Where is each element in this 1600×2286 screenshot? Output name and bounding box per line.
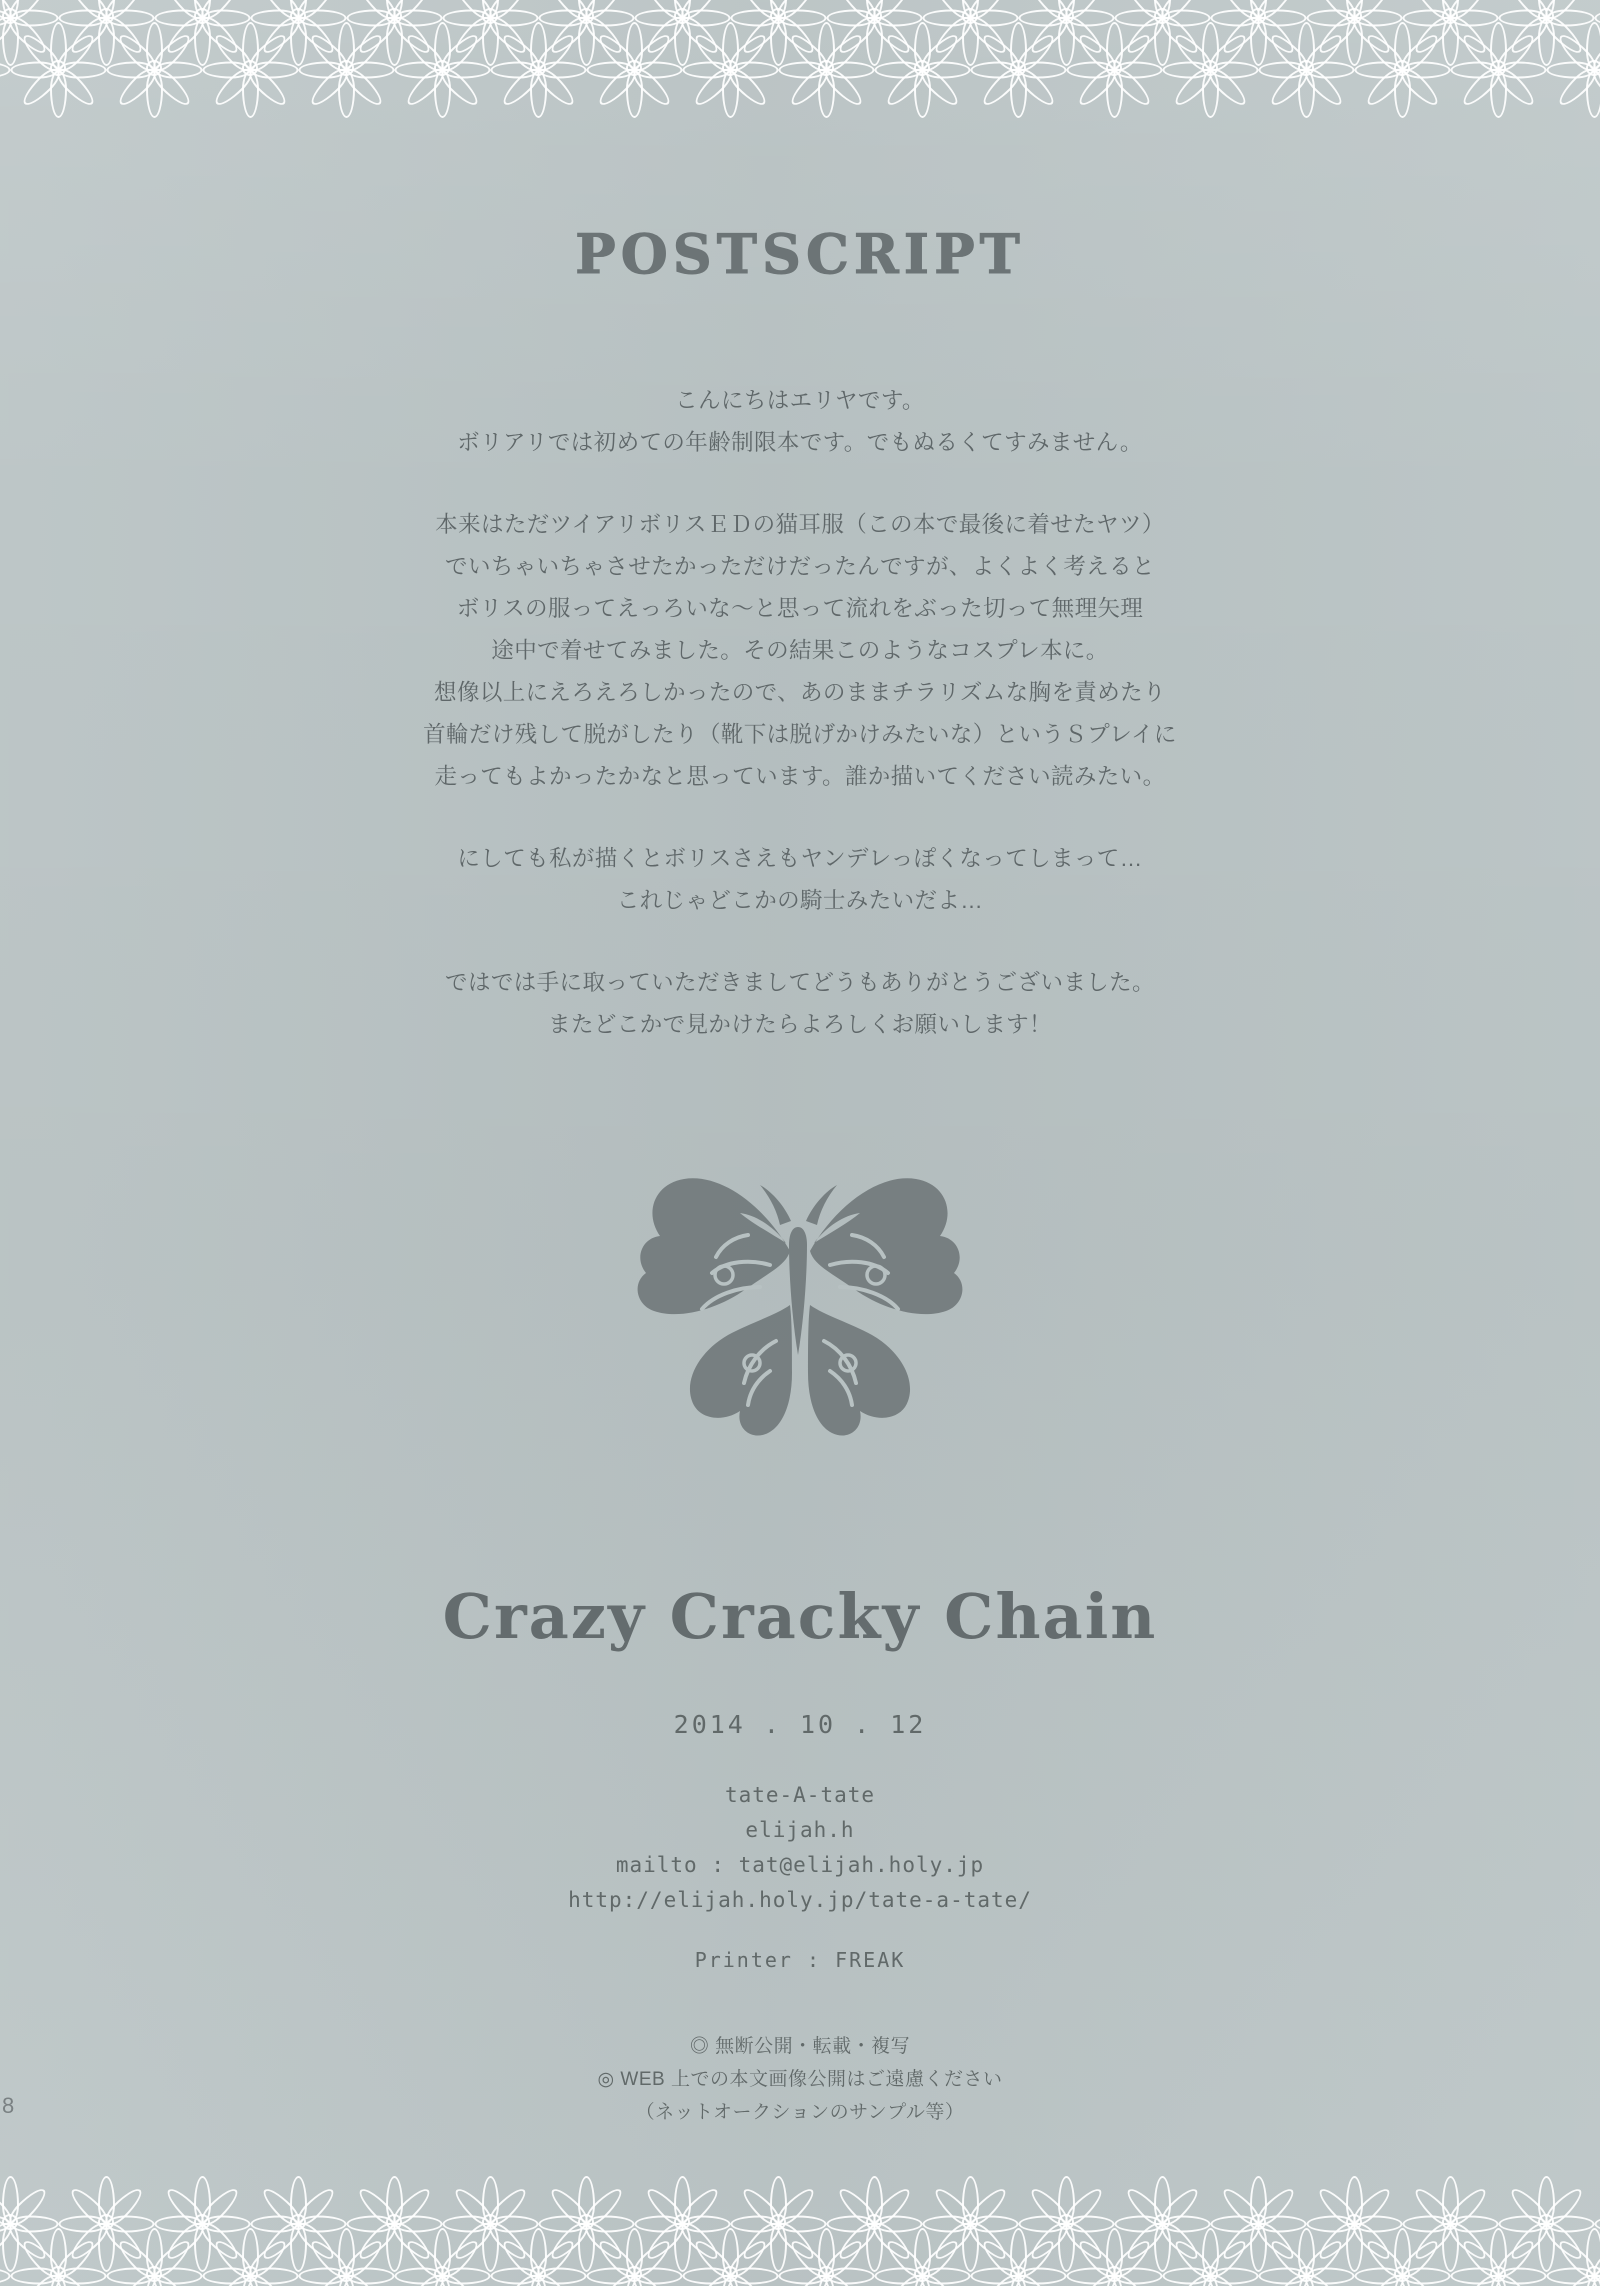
paragraph-gap [0,922,1600,962]
afterword-line: こんにちはエリヤです。 [675,388,925,413]
afterword-text [0,380,1600,1046]
author-name: elijah.h [745,1818,855,1842]
book-title: Crazy Cracky Chain [442,1580,1158,1653]
notice-line: ◎ WEB 上での本文画像公開はご遠慮ください [597,2069,1003,2090]
afterword-line: 想像以上にえろえろしかったので、あのままチラリズムな胸を責めたり [434,680,1166,705]
printer-credit: Printer : FREAK [694,1948,906,1972]
afterword-line: これじゃどこかの騎士みたいだよ… [616,888,984,913]
circle-name: tate-A-tate [724,1783,876,1807]
afterword-line: ボリアリでは初めての年齢制限本です。でもぬるくてすみません。 [457,430,1143,455]
paragraph-gap [0,464,1600,504]
page-title: POSTSCRIPT [575,222,1025,286]
afterword-line: 本来はただツイアリボリスＥＤの猫耳服（この本で最後に着せたヤツ） [435,512,1165,537]
afterword-line: またどこかで見かけたらよろしくお願いします！ [548,1012,1052,1037]
afterword-line: 首輪だけ残して脱がしたり（靴下は脱げかけみたいな）というＳプレイに [423,722,1177,747]
notice-line: ◎ 無断公開・転載・複写 [689,2036,911,2057]
usage-notices [0,2030,1600,2129]
butterfly-ornament-icon [620,1155,980,1455]
afterword-line: にしても私が描くとボリスさえもヤンデレっぽくなってしまって… [457,846,1143,871]
contact-mail[interactable]: mailto : tat@elijah.holy.jp [615,1853,985,1877]
page-number: 8 [2,2093,15,2118]
afterword-line: ボリスの服ってえっろいな～と思って流れをぶった切って無理矢理 [456,596,1144,621]
afterword-line: ではでは手に取っていただきましてどうもありがとうございました。 [445,970,1155,995]
afterword-line: 途中で着せてみました。その結果このようなコスプレ本に。 [491,638,1109,663]
publication-date: 2014 . 10 . 12 [673,1710,927,1739]
website-url[interactable]: http://elijah.holy.jp/tate-a-tate/ [568,1888,1032,1912]
notice-line: （ネットオークションのサンプル等） [635,2102,965,2123]
afterword-line: でいちゃいちゃさせたかっただけだったんですが、よくよく考えると [445,554,1155,579]
credits-block [0,1778,1600,1918]
afterword-line: 走ってもよかったかなと思っています。誰か描いてください読みたい。 [434,764,1166,789]
paragraph-gap [0,798,1600,838]
